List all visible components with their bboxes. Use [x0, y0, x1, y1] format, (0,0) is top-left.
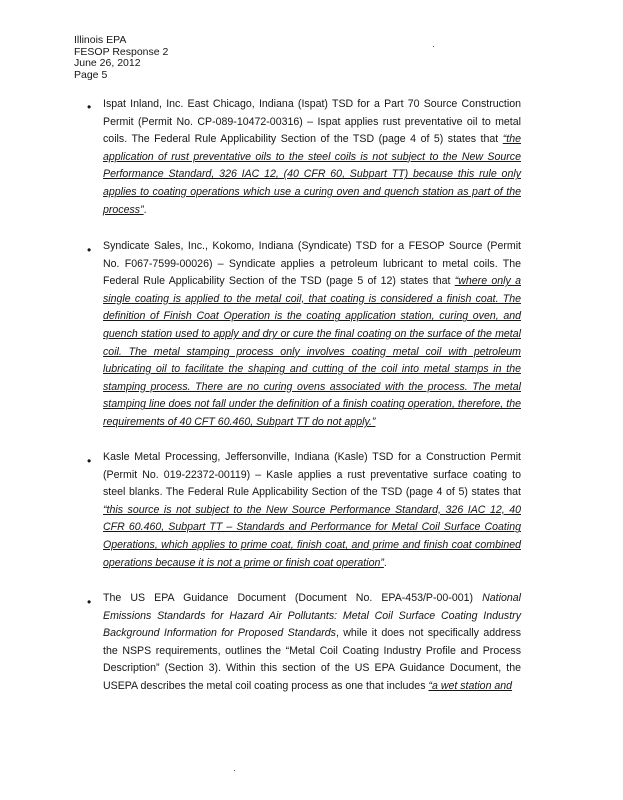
paragraph-quote: “the application of rust preventative oils to the steel coils is not subject to the New Source Performance Standard, 326 IAC 12, (40 CFR 60, Subpart TT) because this rule only applies to coating operations which use a curing oven and quench station as part of the process”: [103, 133, 521, 216]
bullet-icon: •: [87, 243, 92, 257]
paragraph-intro: The US EPA Guidance Document (Document No. EPA-453/P-00-001): [103, 592, 483, 604]
letter-header: [74, 35, 168, 81]
header-page-number: Page 5: [74, 68, 108, 81]
header-date: June 26, 2012: [74, 57, 141, 69]
bullet-paragraph-syndicate: [103, 238, 521, 432]
scan-speck: ·: [233, 765, 236, 775]
paragraph-quote: “where only a single coating is applied to the metal coil, that coating is considered a finish coat. The definition of Finish Coat Operation is the coating application station, curing oven, and quench station used to apply and dry or cure the final coating on the surface of the metal coil. The metal stamping process only involves coating metal coil with petroleum lubricating oil to facilitate the shaping and cutting of the coil into metal stamps in the stamping process. There are no curing ovens associated with the process. The metal stamping line does not fall under the definition of a finish coating operation, therefore, the requirements of 40 CFT 60.460, Subpart TT do not apply.”: [103, 275, 521, 428]
bullet-icon: •: [87, 595, 92, 609]
bullet-paragraph-kasle: [103, 449, 521, 572]
paragraph-quote: “this source is not subject to the New Source Performance Standard, 326 IAC 12, 40 CFR 60.460, Subpart TT – Standards and Performance for Metal Coil Surface Coating Operations, which applies to prime coat, finish coat, and prime and finish coat combined operations because it is not a prime or finish coat operation”: [103, 503, 521, 569]
paragraph-quote: “a wet station and: [428, 679, 513, 692]
header-subject: FESOP Response 2: [74, 45, 169, 58]
bullet-paragraph-ispat: [103, 96, 521, 219]
bullet-paragraph-usepa: [103, 590, 521, 696]
scan-speck: ·: [432, 41, 435, 51]
bullet-icon: •: [87, 454, 92, 468]
paragraph-intro: Kasle Metal Processing, Jeffersonville, Indiana (Kasle) TSD for a Construction Permit (Permit No. 019-22372-00119) – Kasle applies a rust preventative surface coating to steel blanks. The Federal Rule Applicability Section of the TSD (page 4 of 5) states that: [103, 451, 521, 499]
paragraph-middle: , while it does not specifically address the NSPS requirements, outlines the “Metal Coil Coating Industry Profile and Process Description” (Section 3). Within this section of the US EPA Guidance Document, the USEPA describes the metal coil coating process as one that includes: [103, 627, 522, 692]
paragraph-intro: Syndicate Sales, Inc., Kokomo, Indiana (Syndicate) TSD for a FESOP Source (Permit No. F067-7599-00026) – Syndicate applies a petroleum lubricant to metal coils. The Federal Rule Applicability Section of the TSD (page 5 of 12) states that: [103, 240, 521, 288]
paragraph-outro: .: [383, 556, 387, 569]
paragraph-intro: Ispat Inland, Inc. East Chicago, Indiana (Ispat) TSD for a Part 70 Source Construction Permit (Permit No. CP-089-10472-00316) – Ispat applies rust preventative oil to metal coils. The Federal Rule Applicability Section of the TSD (page 4 of 5) states that: [103, 98, 521, 146]
header-agency: Illinois EPA: [74, 34, 127, 46]
paragraph-document-title: National Emissions Standards for Hazard Air Pollutants: Metal Coil Surface Coating Industry Background Information for Proposed Standards: [103, 592, 521, 640]
paragraph-outro: .: [143, 203, 147, 216]
bullet-icon: •: [87, 100, 92, 114]
